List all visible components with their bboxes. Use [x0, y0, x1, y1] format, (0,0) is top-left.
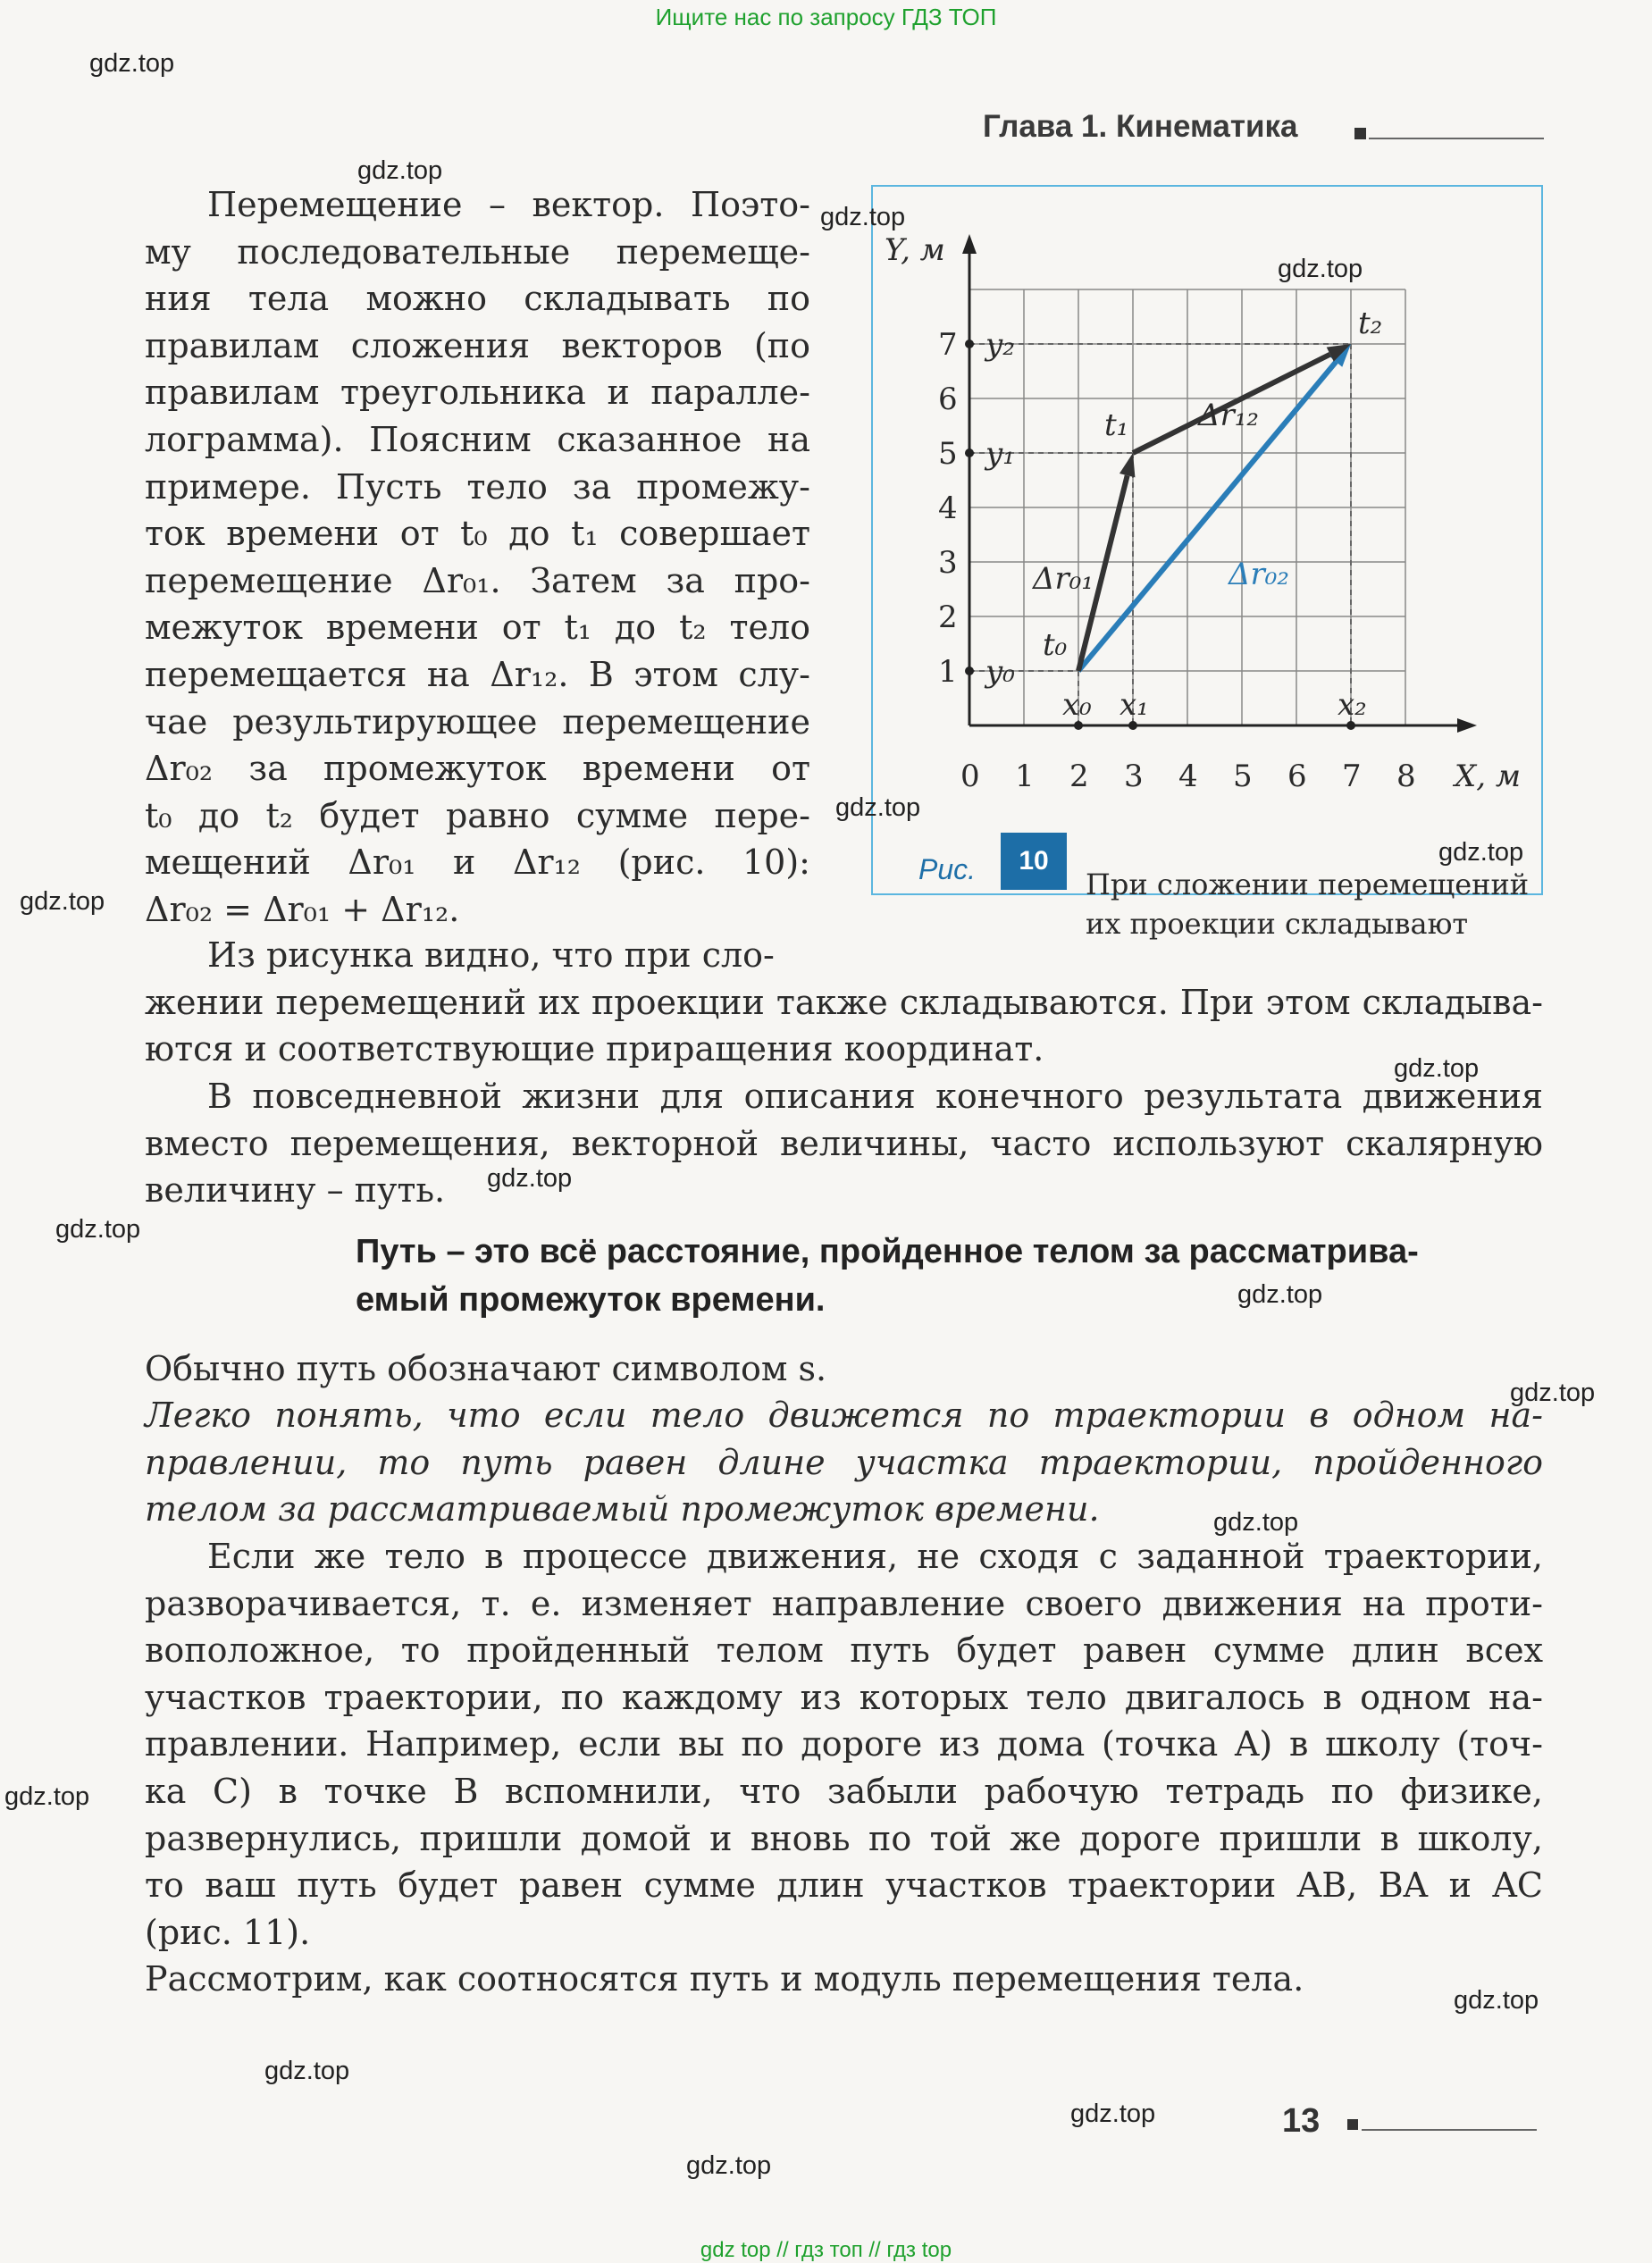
- label-y2: y₂: [985, 327, 1015, 363]
- chapter-title: Глава 1. Кинематика: [983, 109, 1298, 144]
- x-tick-label: 0: [960, 759, 980, 794]
- label-y0: y₀: [985, 654, 1015, 690]
- paragraph-line: лограмма). Поясним сказанное на: [145, 419, 810, 459]
- paragraph-line: вместо перемещения, векторной величины, часто используют скалярную: [145, 1123, 1543, 1163]
- x-tick-label: 6: [1287, 759, 1307, 794]
- figure-graph: [871, 185, 1543, 846]
- vector-r01-head: [1120, 453, 1135, 477]
- y-tick-label: 2: [938, 599, 958, 635]
- paragraph-line: Легко понять, что если тело движется по траектории в одном на-: [145, 1396, 1543, 1435]
- watermark: gdz.top: [1438, 838, 1524, 867]
- watermark: gdz.top: [1070, 2100, 1156, 2128]
- paragraph-line: В повседневной жизни для описания конечного результата движения: [207, 1077, 1543, 1116]
- y-tick-label: 6: [938, 381, 958, 417]
- paragraph-line: правилам треугольника и паралле-: [145, 373, 810, 413]
- paragraph-line: правлении. Например, если вы по дороге из дома (точка A) в школу (точ-: [145, 1724, 1543, 1764]
- paragraph-line: разворачивается, т. е. изменяет направление своего движения на проти-: [145, 1583, 1543, 1623]
- x-axis-label: X, м: [1455, 759, 1522, 794]
- x-tick-label: 7: [1342, 759, 1362, 794]
- x-tick-label: 2: [1069, 759, 1089, 794]
- figure-caption-label: Рис.: [918, 853, 977, 885]
- label-y1: y₁: [985, 436, 1015, 472]
- paragraph-rule-one-direction: [145, 1392, 1543, 1533]
- paragraph-line: Обычно путь обозначают символом s.: [145, 1349, 827, 1388]
- y-tick-label: 1: [938, 654, 958, 690]
- label-x2: x₂: [1338, 687, 1367, 723]
- y-axis-label: Y, м: [885, 232, 945, 268]
- watermark: gdz.top: [1237, 1280, 1323, 1309]
- paragraph-line: Путь – это всё расстояние, пройденное телом за рассматрива-: [356, 1233, 1419, 1270]
- label-r02: Δr₀₂: [1229, 557, 1290, 592]
- chapter-rule: [1369, 138, 1544, 139]
- y-axis-arrow: [962, 234, 977, 254]
- page-number: 13: [1282, 2102, 1321, 2140]
- watermark: gdz.top: [835, 793, 921, 822]
- paragraph-turnaround: [145, 1533, 1543, 1956]
- page-marker: [1347, 2119, 1358, 2130]
- paragraph-line: воположное, то пройденный телом путь будет равен сумме длин всех: [145, 1630, 1543, 1671]
- watermark: gdz.top: [1278, 255, 1363, 283]
- paragraph-line: Δr₀₂ за промежуток времени от: [145, 749, 810, 789]
- page-rule: [1362, 2129, 1537, 2131]
- x-tick-label: 1: [1015, 759, 1035, 794]
- watermark: gdz.top: [1454, 1986, 1539, 2015]
- paragraph-line: ка C) в точке B вспомнили, что забыли рабочую тетрадь по физике,: [145, 1771, 1543, 1811]
- paragraph-line: то ваш путь будет равен сумме длин участков траектории AB, BA и AC: [145, 1865, 1543, 1906]
- paragraph-line: Рассмотрим, как соотносятся путь и модуль перемещения тела.: [145, 1959, 1304, 1999]
- watermark: gdz.top: [20, 887, 105, 916]
- paragraph-line: примере. Пусть тело за промежу-: [145, 466, 810, 507]
- paragraph-line: жении перемещений их проекции также складываются. При этом складыва-: [145, 982, 1543, 1022]
- label-t2: t₂: [1358, 306, 1383, 341]
- paragraph-line: развернулись, пришли домой и вновь по той же дороге пришли в школу,: [145, 1818, 1543, 1858]
- watermark: gdz.top: [487, 1164, 573, 1193]
- paragraph-line: величину – путь.: [145, 1170, 446, 1211]
- label-x0: x₀: [1062, 687, 1092, 723]
- paragraph-everyday-life: [145, 1073, 1543, 1214]
- watermark: gdz.top: [1510, 1379, 1596, 1407]
- paragraph-line: правилам сложения векторов (по: [145, 325, 810, 365]
- paragraph-line: Из рисунка видно, что при сло-: [207, 935, 775, 975]
- paragraph-line: Если же тело в процессе движения, не сходя с заданной траектории,: [207, 1537, 1543, 1576]
- label-r12: Δr₁₂: [1198, 398, 1260, 433]
- top-note: Ищите нас по запросу ГДЗ ТОП: [655, 4, 997, 30]
- y-axis-point: [965, 339, 974, 348]
- paragraph-line: (рис. 11).: [145, 1912, 311, 1952]
- paragraph-line: перемещается на Δr₁₂. В этом слу-: [145, 654, 810, 694]
- paragraph-line: мещений Δr₀₁ и Δr₁₂ (рис. 10):: [145, 842, 810, 883]
- paragraph-line: чае результирующее перемещение: [145, 701, 810, 742]
- y-axis-point: [965, 448, 974, 457]
- x-tick-label: 5: [1233, 759, 1253, 794]
- watermark: gdz.top: [55, 1215, 141, 1244]
- paragraph-line: телом за рассматриваемый промежуток времени.: [145, 1489, 1100, 1530]
- chapter-marker: [1354, 128, 1366, 139]
- y-tick-label: 4: [938, 490, 958, 526]
- figure-caption-text: При сложении перемещений их проекции складывают: [1086, 867, 1530, 941]
- paragraph-line: межуток времени от t₁ до t₂ тело: [145, 608, 810, 648]
- paragraph-line: Перемещение – вектор. Поэто-: [207, 185, 810, 224]
- watermark: gdz.top: [820, 203, 906, 231]
- watermark: gdz.top: [264, 2057, 350, 2085]
- x-tick-label: 3: [1124, 759, 1144, 794]
- label-t0: t₀: [1043, 627, 1068, 663]
- label-x1: x₁: [1120, 687, 1149, 723]
- watermark: gdz.top: [686, 2151, 772, 2180]
- watermark: gdz.top: [1394, 1054, 1480, 1083]
- definition-path: [356, 1228, 1544, 1324]
- x-tick-label: 4: [1178, 759, 1198, 794]
- paragraph-vector-addition: [145, 181, 810, 934]
- x-tick-label: 8: [1396, 759, 1416, 794]
- x-axis-arrow: [1457, 718, 1477, 733]
- paragraph-line: ток времени от t₀ до t₁ совершает: [145, 514, 810, 554]
- paragraph-comparison: [145, 1956, 1543, 2003]
- paragraph-line: емый промежуток времени.: [356, 1281, 826, 1319]
- paragraph-line: перемещение Δr₀₁. Затем за про-: [145, 560, 810, 600]
- y-tick-label: 5: [938, 436, 958, 472]
- paragraph-line: участков траектории, по каждому из которых тело двигалось в одном на-: [145, 1677, 1543, 1717]
- label-r01: Δr₀₁: [1033, 561, 1094, 597]
- y-axis-point: [965, 666, 974, 675]
- paragraph-line: правлении, то путь равен длине участка траектории, пройденного: [145, 1442, 1543, 1482]
- figure-number-badge: 10: [1001, 833, 1067, 890]
- paragraph-line: ются и соответствующие приращения координат.: [145, 1029, 1044, 1069]
- watermark: gdz.top: [1213, 1508, 1299, 1537]
- paragraph-symbol: [145, 1345, 1543, 1393]
- bottom-note: gdz top // гдз топ // гдз top: [700, 2238, 952, 2262]
- watermark: gdz.top: [357, 156, 443, 185]
- paragraph-line: Δr₀₂ = Δr₀₁ + Δr₁₂.: [145, 889, 460, 929]
- label-t1: t₁: [1104, 407, 1129, 443]
- paragraph-line: t₀ до t₂ будет равно сумме пере-: [145, 795, 810, 835]
- watermark: gdz.top: [89, 49, 175, 78]
- y-tick-label: 3: [938, 545, 958, 581]
- watermark: gdz.top: [4, 1782, 90, 1811]
- paragraph-projections: [145, 932, 1543, 1073]
- paragraph-line: ния тела можно складывать по: [145, 279, 810, 319]
- paragraph-line: му последовательные перемеще-: [145, 231, 810, 272]
- y-tick-label: 7: [938, 327, 958, 363]
